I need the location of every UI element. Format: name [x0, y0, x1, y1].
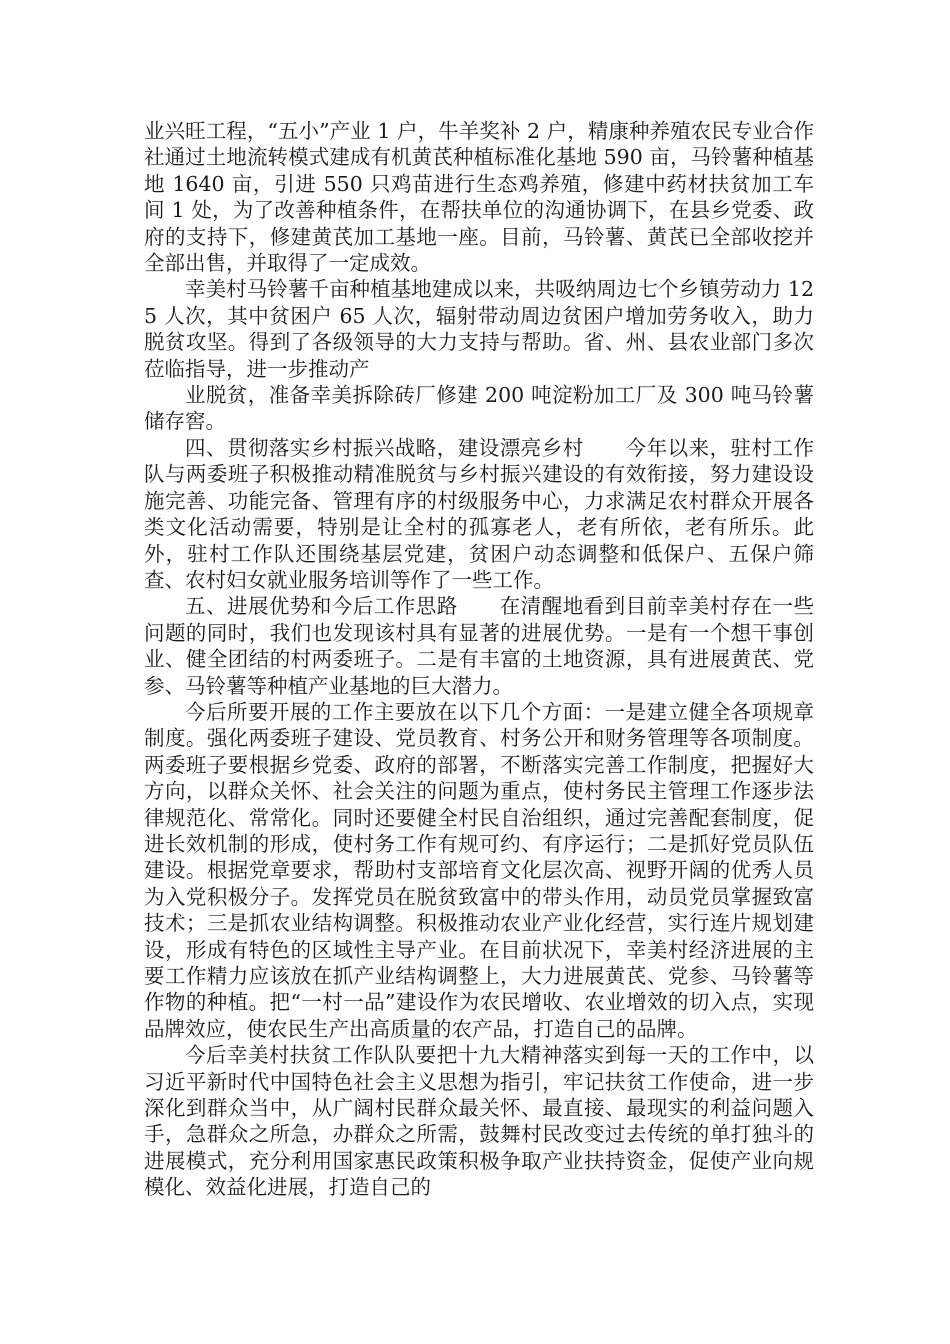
paragraph-5-section-heading: 五、进展优势和今后工作思路 在清醒地看到目前幸美村存在一些问题的同时，我们也发现该村具有显著的进展优势。一是有一个想干事创业、健全团结的村两委班子。二是有丰富的土地资源，具有进展黄芪、党参、马铃薯等种植产业基地的巨大潜力。: [144, 594, 814, 698]
paragraph-2: 幸美村马铃薯千亩种植基地建成以来，共吸纳周边七个乡镇劳动力 125 人次，其中贫困户 65 人次，辐射带动周边贫困户增加劳务收入，助力脱贫攻坚。得到了各级领导的大力支持与帮助。省、州、县农业部门多次莅临指导，进一步推动产: [144, 277, 814, 381]
paragraph-3: 业脱贫，准备幸美拆除砖厂修建 200 吨淀粉加工厂及 300 吨马铃薯储存窖。: [144, 383, 814, 434]
paragraph-7: 今后幸美村扶贫工作队队要把十九大精神落实到每一天的工作中，以习近平新时代中国特色社会主义思想为指引，牢记扶贫工作使命，进一步深化到群众当中，从广阔村民群众最关怀、最直接、最现实的利益问题入手，急群众之所急，办群众之所需，鼓舞村民改变过去传统的单打独斗的进展模式，充分利用国家惠民政策积极争取产业扶持资金，促使产业向规模化、效益化进展，打造自己的: [144, 1043, 814, 1200]
document-body: [144, 118, 814, 1201]
paragraph-4-section-heading: 四、贯彻落实乡村振兴战略，建设漂亮乡村 今年以来，驻村工作队与两委班子积极推动精准脱贫与乡村振兴建设的有效衔接，努力建设设施完善、功能完备、管理有序的村级服务中心，力求满足农村群众开展各类文化活动需要，特别是让全村的孤寡老人，老有所依，老有所乐。此外，驻村工作队还围绕基层党建，贫困户动态调整和低保户、五保户筛查、农村妇女就业服务培训等作了一些工作。: [144, 435, 814, 592]
paragraph-1: 业兴旺工程，“五小”产业 1 户，牛羊奖补 2 户，精康种养殖农民专业合作社通过土地流转模式建成有机黄芪种植标准化基地 590 亩，马铃薯种植基地 1640 亩，引进 550 只鸡苗进行生态鸡养殖，修建中药材扶贫加工车间 1 处，为了改善种植条件，在帮扶单位的沟通协调下，在县乡党委、政府的支持下，修建黄芪加工基地一座。目前，马铃薯、黄芪已全部收挖并全部出售，并取得了一定成效。: [144, 119, 814, 276]
paragraph-6: 今后所要开展的工作主要放在以下几个方面：一是建立健全各项规章制度。强化两委班子建设、党员教育、村务公开和财务管理等各项制度。两委班子要根据乡党委、政府的部署，不断落实完善工作制度，把握好大方向，以群众关怀、社会关注的问题为重点，使村务民主管理工作逐步法律规范化、常常化。同时还要健全村民自治组织，通过完善配套制度，促进长效机制的形成，使村务工作有规可约、有序运行；二是抓好党员队伍建设。根据党章要求，帮助村支部培育文化层次高、视野开阔的优秀人员为入党积极分子。发挥党员在脱贫致富中的带头作用，动员党员掌握致富技术；三是抓农业结构调整。积极推动农业产业化经营，实行连片规划建设，形成有特色的区域性主导产业。在目前状况下，幸美村经济进展的主要工作精力应该放在抓产业结构调整上，大力进展黄芪、党参、马铃薯等作物的种植。把“一村一品”建设作为农民增收、农业增效的切入点，实现品牌效应，使农民生产出高质量的农产品，打造自己的品牌。: [144, 699, 814, 1041]
